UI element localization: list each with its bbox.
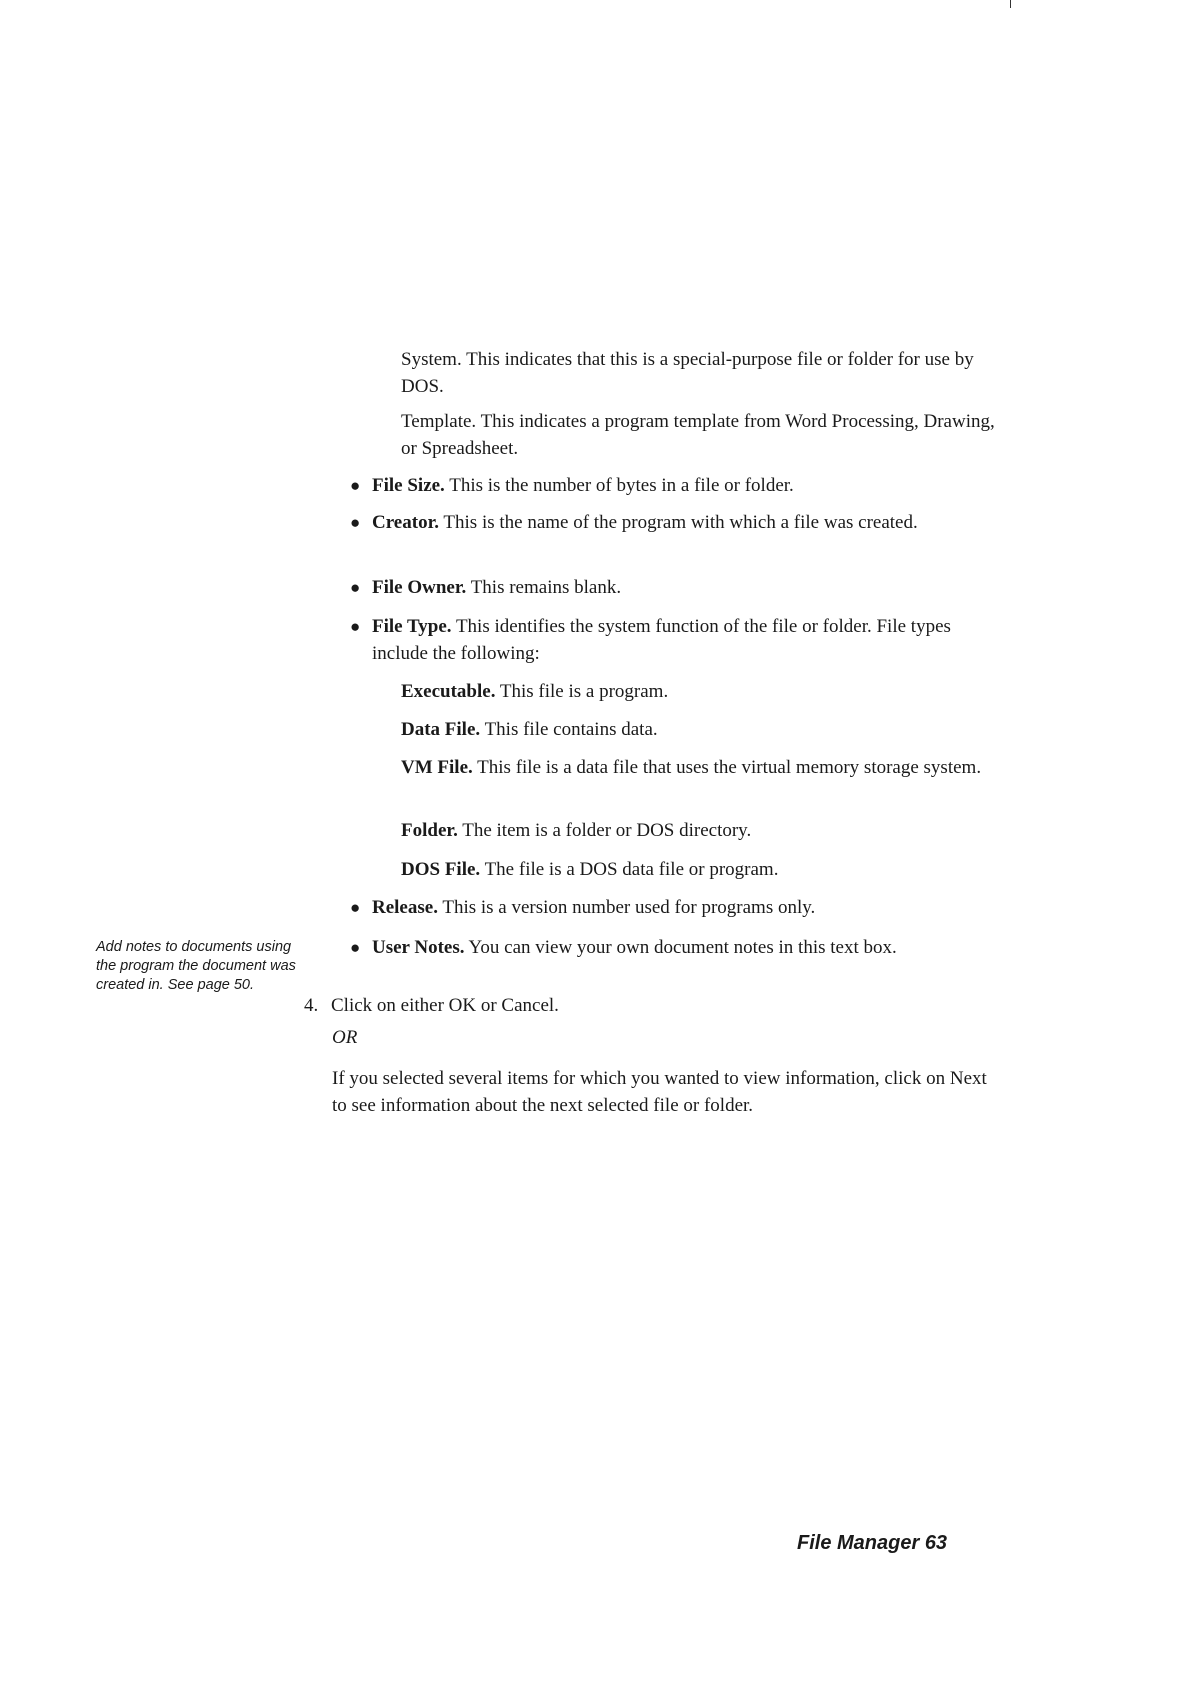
step-4 <box>304 992 1004 1019</box>
filetype-text: This file is a program. <box>495 681 669 702</box>
bullet-icon: ● <box>350 513 361 532</box>
filetype-term: Executable. <box>401 681 496 702</box>
step-number: 4. <box>304 995 319 1016</box>
step-text: Click on either OK or Cancel. <box>331 995 559 1016</box>
subitem-template-text: Template. This indicates a program template from Word Processing, Drawing, or Spreadsheet. <box>401 411 995 459</box>
or-label: OR <box>332 1027 358 1048</box>
bullet-text: This is the number of bytes in a file or folder. <box>444 475 794 496</box>
filetype-folder <box>401 817 1001 844</box>
bullet-term: Release. <box>372 897 438 918</box>
filetype-text: The item is a folder or DOS directory. <box>457 820 752 841</box>
filetype-dos-file <box>401 856 1001 883</box>
bullet-user-notes <box>350 934 1000 961</box>
final-paragraph: If you selected several items for which you wanted to view information, click on Next to see information about the next selected file or folder. <box>332 1068 987 1116</box>
bullet-file-size <box>350 472 1000 499</box>
bullet-release <box>350 894 1000 921</box>
bullet-icon: ● <box>350 476 361 495</box>
subitem-system-text: System. This indicates that this is a special-purpose file or folder for use by DOS. <box>401 349 974 397</box>
filetype-term: Folder. <box>401 820 458 841</box>
bullet-icon: ● <box>350 617 361 636</box>
filetype-term: Data File. <box>401 719 481 740</box>
bullet-term: File Owner. <box>372 577 467 598</box>
filetype-text: This file contains data. <box>480 719 658 740</box>
subitem-system <box>401 346 1001 400</box>
bullet-term: File Type. <box>372 616 452 637</box>
bullet-term: Creator. <box>372 512 440 533</box>
subitem-template <box>401 408 1001 462</box>
bullet-text: This is a version number used for programs only. <box>437 897 816 918</box>
bullet-icon: ● <box>350 898 361 917</box>
filetype-data-file <box>401 716 1001 743</box>
bullet-text: You can view your own document notes in this text box. <box>464 937 897 958</box>
filetype-text: The file is a DOS data file or program. <box>480 859 779 880</box>
page-edge-mark <box>1010 0 1011 8</box>
bullet-file-type <box>350 613 1000 667</box>
bullet-text: This is the name of the program with which a file was created. <box>439 512 918 533</box>
bullet-text: This identifies the system function of the file or folder. File types include the following: <box>372 616 951 664</box>
filetype-executable <box>401 678 1001 705</box>
filetype-text: This file is a data file that uses the virtual memory storage system. <box>472 757 982 778</box>
bullet-term: User Notes. <box>372 937 465 958</box>
bullet-file-owner <box>350 574 1000 601</box>
bullet-icon: ● <box>350 578 361 597</box>
page-footer: File Manager 63 <box>797 1532 948 1554</box>
filetype-term: DOS File. <box>401 859 481 880</box>
bullet-creator <box>350 509 1000 536</box>
bullet-text: This remains blank. <box>466 577 622 598</box>
bullet-term: File Size. <box>372 475 445 496</box>
bullet-icon: ● <box>350 938 361 957</box>
filetype-term: VM File. <box>401 757 473 778</box>
filetype-vm-file <box>401 754 1001 781</box>
margin-note: Add notes to documents using the program the document was created in. See page 50. <box>96 939 296 993</box>
